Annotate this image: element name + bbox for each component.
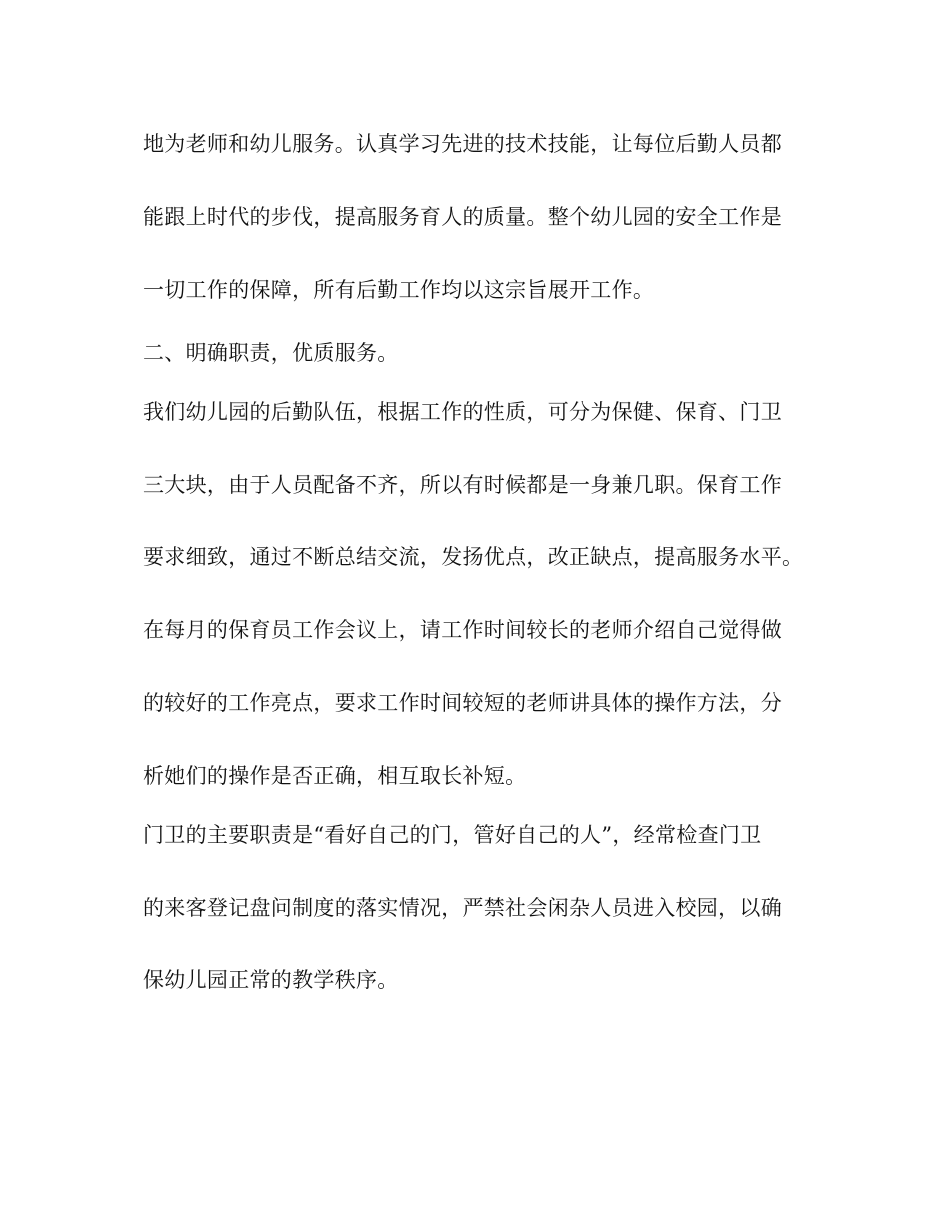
paragraph-1-line-2: 能跟上时代的步伐，提高服务育人的质量。整个幼儿园的安全工作是 <box>143 205 782 229</box>
paragraph-2-line-5: 的较好的工作亮点，要求工作时间较短的老师讲具体的操作方法，分 <box>143 691 782 715</box>
paragraph-2-line-1: 我们幼儿园的后勤队伍，根据工作的性质，可分为保健、保育、门卫 <box>143 400 782 424</box>
paragraph-2-line-2: 三大块，由于人员配备不齐，所以有时候都是一身兼几职。保育工作 <box>143 473 782 497</box>
paragraph-2-line-3: 要求细致，通过不断总结交流，发扬优点，改正缺点，提高服务水平。 <box>143 545 804 569</box>
paragraph-3-line-1: 门卫的主要职责是“看好自己的门，管好自己的人”，经常检查门卫 <box>143 823 762 847</box>
paragraph-3-line-2: 的来客登记盘问制度的落实情况，严禁社会闲杂人员进入校园，以确 <box>143 896 782 920</box>
paragraph-2-line-4: 在每月的保育员工作会议上，请工作时间较长的老师介绍自己觉得做 <box>143 618 782 642</box>
paragraph-1-line-3: 一切工作的保障，所有后勤工作均以这宗旨展开工作。 <box>143 278 655 302</box>
paragraph-3-line-3: 保幼儿园正常的教学秩序。 <box>143 968 399 992</box>
section-heading: 二、明确职责，优质服务。 <box>143 341 399 365</box>
paragraph-1-line-1: 地为老师和幼儿服务。认真学习先进的技术技能，让每位后勤人员都 <box>143 132 782 156</box>
paragraph-2-line-6: 析她们的操作是否正确，相互取长补短。 <box>143 764 527 788</box>
